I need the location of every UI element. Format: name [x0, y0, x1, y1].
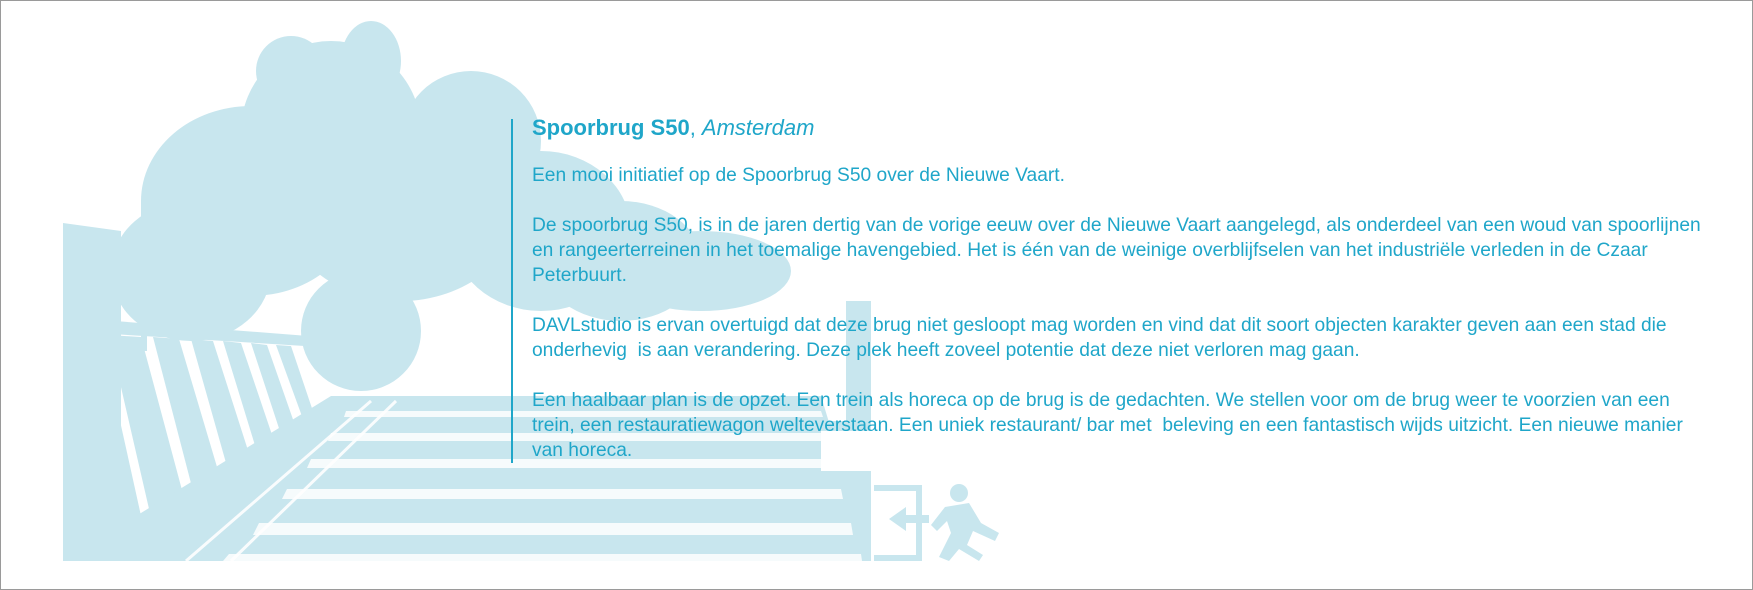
paragraph-vision: DAVLstudio is ervan overtuigd dat deze brug niet gesloopt mag worden en vind dat dit soort objecten karakter geven aan een stad die onderhevig is aan verandering. Deze plek heeft zoveel potentie dat deze niet verloren mag gaan.: [532, 315, 1672, 361]
paragraph-history: De spoorbrug S50, is in de jaren dertig van de vorige eeuw over de Nieuwe Vaart aangelegd, als onderdeel van een woud van spoorlijnen en rangeerterreinen in het toemalige havengebied. Het is één van de weinige overblijfselen van het industriële verleden in de Czaar Peterbuurt.: [532, 215, 1707, 286]
article-title: [532, 115, 1702, 141]
title-separator: ,: [689, 115, 702, 140]
title-city: Amsterdam: [701, 115, 815, 140]
paragraph-plan: Een haalbaar plan is de opzet. Een trein als horeca op de brug is de gedachten. We stellen voor om de brug weer te voorzien van een trein, een restauratiewagon welteverstaan. Een uniek restaurant/ bar met beleving en een fantastisch wijds uitzicht. Een nieuwe manier van horeca.: [532, 390, 1689, 461]
title-name: Spoorbrug S50: [532, 115, 690, 140]
article: [532, 115, 1707, 488]
paragraph-intro: Een mooi initiatief op de Spoorbrug S50 over de Nieuwe Vaart.: [532, 165, 1065, 186]
accent-line: [511, 119, 513, 463]
emergency-exit-icon: [874, 484, 999, 561]
